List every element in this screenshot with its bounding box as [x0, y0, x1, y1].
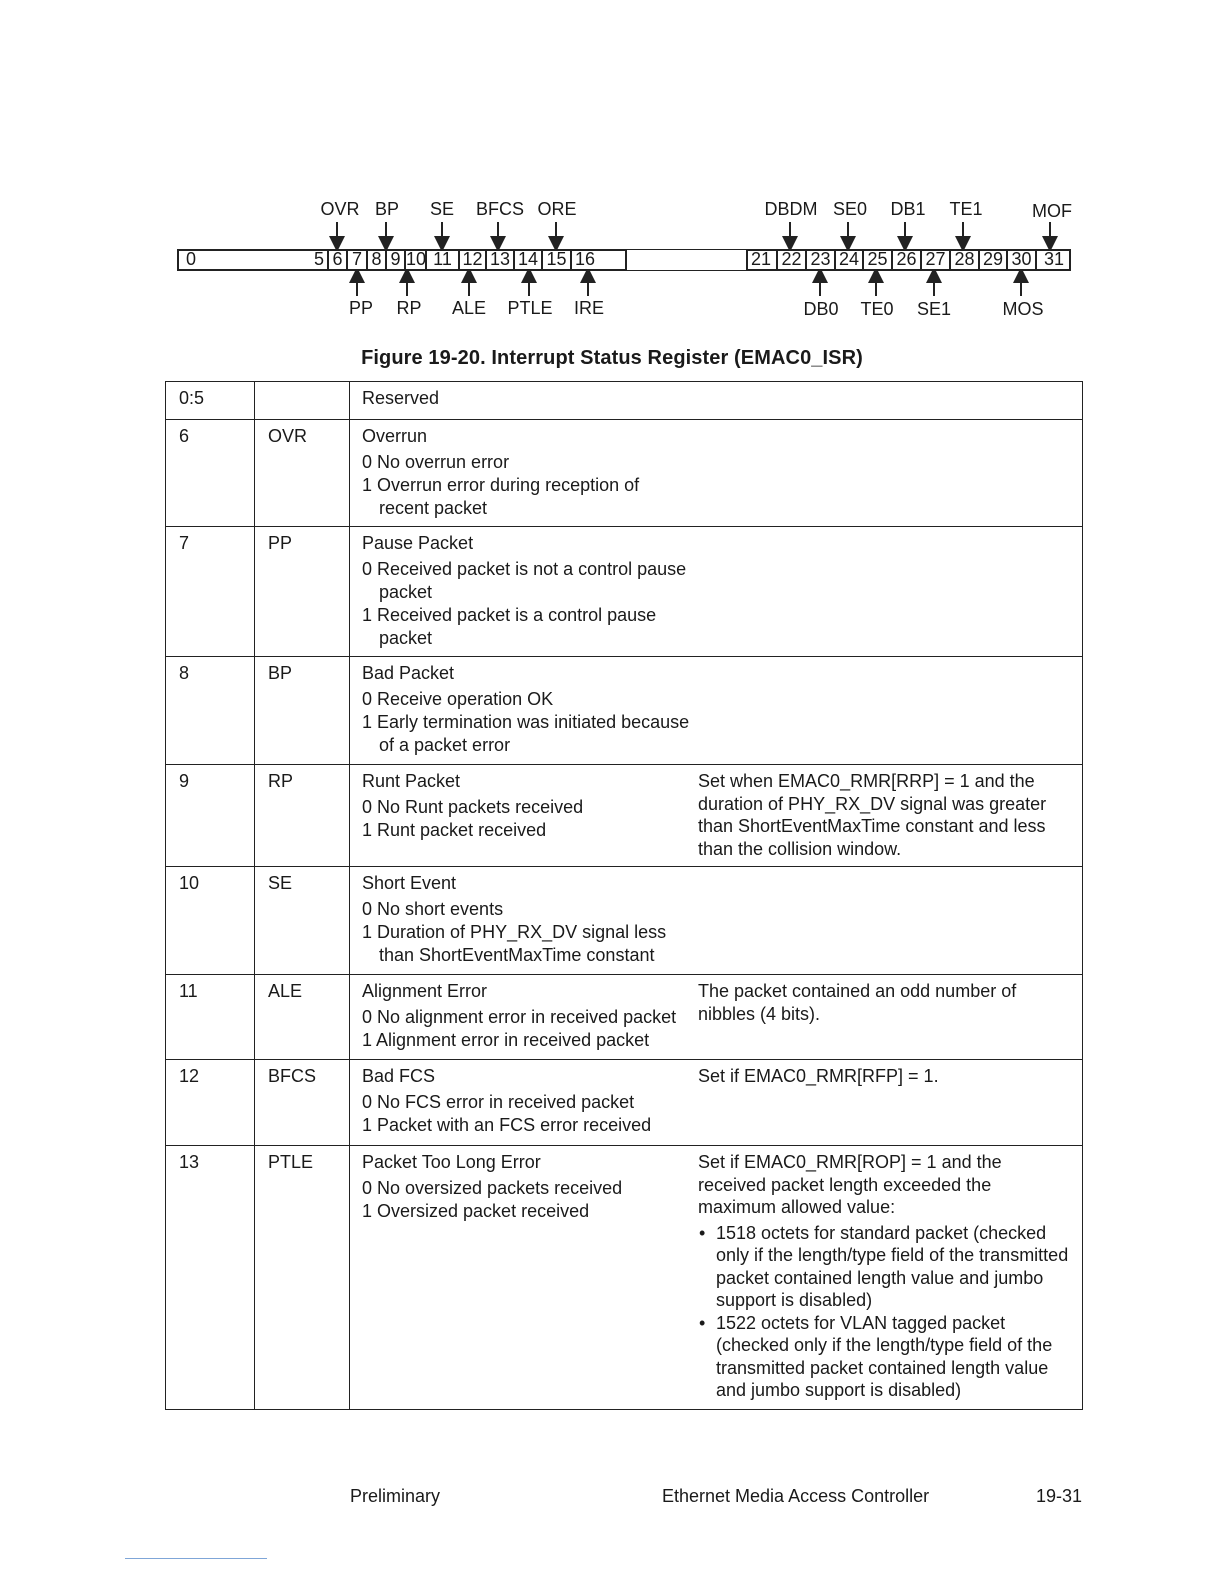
- bits-cell: 11: [166, 975, 255, 1060]
- bit-cell: 9: [385, 249, 404, 271]
- bits-cell: 13: [166, 1146, 255, 1410]
- footer-chapter-title: Ethernet Media Access Controller: [662, 1486, 930, 1506]
- bit-cell: 6: [327, 249, 346, 271]
- field-note: Set if EMAC0_RMR[ROP] = 1 and the received packet length exceeded the maximum allowed value:: [698, 1152, 1002, 1217]
- field-note: The packet contained an odd number of nibbles (4 bits).: [698, 981, 1017, 1024]
- table-row: [166, 975, 1083, 1060]
- note-cell: [698, 1060, 1083, 1146]
- bit-cell: 8: [366, 249, 385, 271]
- field-value: 1 Received packet is a control pause packet: [362, 605, 657, 648]
- field-label-bottom: SE1: [916, 299, 952, 319]
- field-value: 0 Receive operation OK: [362, 689, 554, 709]
- note-cell: [698, 657, 1083, 765]
- field-label-top: BFCS: [475, 199, 525, 219]
- description-cell: [350, 867, 699, 975]
- bit-cell: 5: [313, 249, 324, 269]
- note-cell: [698, 975, 1083, 1060]
- description-cell: [350, 420, 699, 527]
- field-label-top: DBDM: [764, 199, 818, 219]
- bit-cell: 27: [920, 249, 949, 271]
- field-label-top: TE1: [949, 199, 983, 219]
- note-cell: [698, 867, 1083, 975]
- note-bullets: [698, 1222, 1070, 1402]
- table-row: [166, 382, 1083, 420]
- field-title: Alignment Error: [362, 981, 488, 1001]
- field-value: 0 Received packet is not a control pause packet: [362, 559, 687, 602]
- field-title: Packet Too Long Error: [362, 1152, 541, 1172]
- bits-cell: 9: [166, 765, 255, 867]
- table-row: [166, 765, 1083, 867]
- bit-cell: 28: [949, 249, 978, 271]
- field-name-cell: PTLE: [255, 1146, 350, 1410]
- field-name-cell: BP: [255, 657, 350, 765]
- field-label-bottom: DB0: [803, 299, 839, 319]
- bit-cell: 23: [805, 249, 834, 271]
- description-cell: [350, 765, 699, 867]
- register-diagram: [0, 0, 1224, 340]
- field-value: 0 No overrun error: [362, 452, 510, 472]
- bit-cell: 22: [776, 249, 805, 271]
- field-value: 0 No oversized packets received: [362, 1178, 623, 1198]
- field-value: 1 Alignment error in received packet: [362, 1030, 650, 1050]
- table-row: [166, 527, 1083, 657]
- note-cell: [698, 1146, 1083, 1410]
- description-cell: [350, 975, 699, 1060]
- bit-cell: 30: [1006, 249, 1035, 271]
- field-name-cell: ALE: [255, 975, 350, 1060]
- field-label-bottom: RP: [396, 298, 422, 318]
- field-value: 0 No alignment error in received packet: [362, 1007, 677, 1027]
- note-cell: [698, 420, 1083, 527]
- field-value: 1 Early termination was initiated because of a packet error: [362, 712, 690, 755]
- bit-cell: 12: [458, 249, 485, 271]
- bit-cell: 25: [862, 249, 891, 271]
- bit-cell: 21: [750, 249, 772, 269]
- field-label-top: ORE: [537, 199, 577, 219]
- field-label-bottom: TE0: [860, 299, 894, 319]
- field-label-bottom: ALE: [451, 298, 487, 318]
- bit-cell: 14: [513, 249, 541, 271]
- divider: [125, 1558, 267, 1559]
- field-value: 1 Packet with an FCS error received: [362, 1115, 652, 1135]
- field-title: Bad FCS: [362, 1066, 436, 1086]
- bit-cell: 15: [541, 249, 570, 271]
- bit-cell: 24: [834, 249, 862, 271]
- field-title: Short Event: [362, 873, 457, 893]
- field-label-top: MOF: [1032, 201, 1072, 221]
- bit-cell: 16: [570, 249, 626, 271]
- field-name-cell: PP: [255, 527, 350, 657]
- table-row: [166, 1060, 1083, 1146]
- field-label-top: DB1: [890, 199, 926, 219]
- field-value: 1 Duration of PHY_RX_DV signal less than ShortEventMaxTime constant: [362, 922, 667, 965]
- note-cell: [698, 382, 1083, 420]
- description-cell: [350, 657, 699, 765]
- field-value: 1 Oversized packet received: [362, 1201, 590, 1221]
- field-name-cell: BFCS: [255, 1060, 350, 1146]
- bit-cell: 29: [978, 249, 1006, 271]
- field-label-bottom: MOS: [1002, 299, 1044, 319]
- page-number: 19-31: [1036, 1486, 1083, 1506]
- bits-cell: 8: [166, 657, 255, 765]
- list-item: • 1518 octets for standard packet (checked only if the length/type field of the transmitted packet contained length value and jumbo support is disabled): [698, 1222, 1070, 1312]
- figure-caption: Figure 19-20. Interrupt Status Register (EMAC0_ISR): [361, 347, 863, 369]
- field-label-top: SE: [429, 199, 455, 219]
- field-title: Bad Packet: [362, 663, 455, 683]
- register-field-table: [165, 381, 1083, 1410]
- table-row: [166, 867, 1083, 975]
- bits-cell: 12: [166, 1060, 255, 1146]
- field-label-top: BP: [374, 199, 400, 219]
- field-title: Reserved: [362, 388, 440, 408]
- description-cell: [350, 382, 699, 420]
- bit-cell: 31: [1035, 249, 1071, 271]
- field-label-bottom: IRE: [573, 298, 605, 318]
- field-title: Overrun: [362, 426, 428, 446]
- list-item: • 1522 octets for VLAN tagged packet (checked only if the length/type field of the transmitted packet contained length value and jumbo support is disabled): [698, 1312, 1070, 1402]
- bits-cell: 7: [166, 527, 255, 657]
- field-label-top: OVR: [320, 199, 360, 219]
- field-value: 0 No Runt packets received: [362, 797, 584, 817]
- description-cell: [350, 527, 699, 657]
- bit-cell: 26: [891, 249, 920, 271]
- field-name-cell: OVR: [255, 420, 350, 527]
- note-cell: [698, 765, 1083, 867]
- field-value: 0 No short events: [362, 899, 504, 919]
- note-cell: [698, 527, 1083, 657]
- field-title: Runt Packet: [362, 771, 461, 791]
- field-value: 1 Overrun error during reception of recent packet: [362, 475, 640, 518]
- field-label-bottom: PTLE: [507, 298, 553, 318]
- bit-0: 0: [186, 249, 197, 269]
- bits-cell: 6: [166, 420, 255, 527]
- field-title: Pause Packet: [362, 533, 474, 553]
- table-row: [166, 420, 1083, 527]
- field-name-cell: RP: [255, 765, 350, 867]
- description-cell: [350, 1146, 699, 1410]
- bit-cell: 11: [425, 249, 458, 271]
- register-arrows: [0, 0, 1224, 340]
- field-label-top: SE0: [832, 199, 868, 219]
- bit-cell: 13: [485, 249, 513, 271]
- bits-cell: 10: [166, 867, 255, 975]
- bit-cell: 7: [346, 249, 366, 271]
- bits-cell: 0:5: [166, 382, 255, 420]
- register-bar-gap: [626, 249, 747, 271]
- field-label-bottom: PP: [348, 298, 374, 318]
- field-note: Set when EMAC0_RMR[RRP] = 1 and the duration of PHY_RX_DV signal was greater than ShortEventMaxTime constant and less than the collision window.: [698, 771, 1047, 859]
- field-value: 1 Runt packet received: [362, 820, 547, 840]
- field-note: Set if EMAC0_RMR[RFP] = 1.: [698, 1066, 939, 1086]
- footer-status: Preliminary: [350, 1486, 441, 1506]
- field-name-cell: SE: [255, 867, 350, 975]
- table-row: [166, 1146, 1083, 1410]
- table-row: [166, 657, 1083, 765]
- field-value: 0 No FCS error in received packet: [362, 1092, 635, 1112]
- bit-cell: 10: [406, 249, 427, 269]
- field-name-cell: [255, 382, 350, 420]
- description-cell: [350, 1060, 699, 1146]
